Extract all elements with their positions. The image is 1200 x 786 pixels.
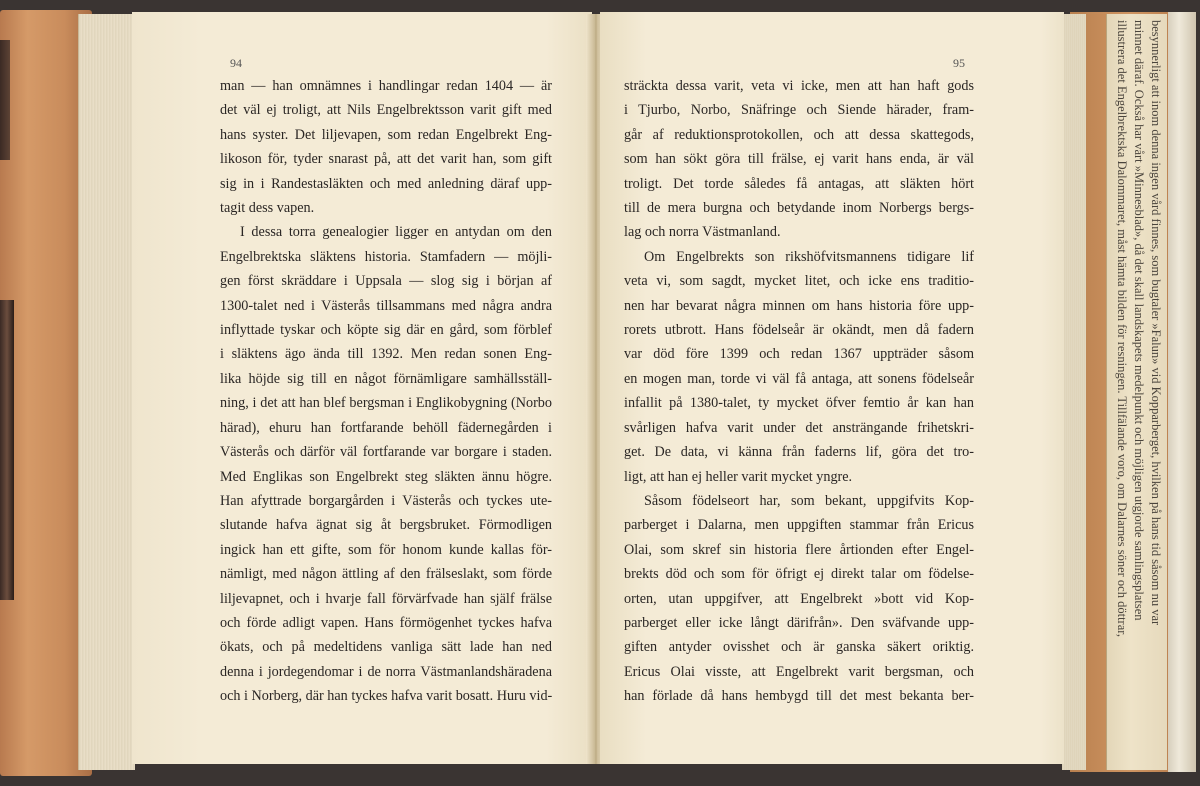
text-line: likoson för, tyder snarast på, att det varit han, som gift — [220, 151, 552, 168]
text-line: ökats, och på medeltidens vanliga sätt lade han ned — [220, 639, 552, 656]
left-page-text — [220, 74, 552, 709]
text-line: brekts död och som för öfrigt ej direkt talar om födelse- — [624, 566, 974, 583]
text-line: och förde adligt vapen. Hans förmögenhet tyckes hafva — [220, 614, 552, 631]
text-line: orten, utan uppgifver, att Engelbrekt »bott vid Kop- — [624, 590, 974, 607]
cover-edge-right — [1168, 12, 1196, 772]
slip-line: besynnerligt att inom denna ingen vård finnes, som bugtaler »Falun» vid Kopparberget, hvilken på hans tid såsom nu var — [1149, 20, 1163, 626]
text-line: hans syster. Det liljevapen, som redan Engelbrekt Eng- — [220, 126, 552, 143]
text-line: I dessa torra genealogier ligger en antydan om den — [240, 224, 552, 241]
text-line: parberget eller icke långt därifrån». Den sväfvande upp- — [624, 614, 974, 631]
page-edges-left — [78, 14, 135, 770]
page-edges-right — [1062, 14, 1086, 770]
leather-spine-bottom — [0, 300, 14, 600]
text-line: rorets utbrott. Hans födelseår är okändt, men då fadern — [624, 322, 974, 339]
text-line: ligt, att han ej heller varit mycket yngre. — [624, 468, 853, 485]
text-line: i Tjurbo, Norbo, Snäfringe och Siende härader, fram- — [624, 102, 974, 119]
text-line: Engelbrektska släktens historia. Stamfadern — möjli- — [220, 248, 552, 265]
text-line: liljevapnet, och i hvarje fall förvärfvade han själf frälse — [220, 590, 552, 607]
text-line: Han afyttrade borgargården i Västerås och tyckes ute- — [220, 492, 552, 509]
right-page-text — [624, 74, 974, 709]
text-line: sig in i Randestasläkten och med anledning däraf upp- — [220, 175, 552, 192]
text-line: ingick han ett gifte, som för honom kunde kallas för- — [220, 541, 552, 558]
text-line: man — han omnämnes i handlingar redan 1404 — är — [220, 78, 552, 94]
text-line: parberget i Dalarna, men uppgiften stammar från Ericus — [624, 517, 974, 534]
text-line: går af reduktionsprotokollen, och att dessa skattegods, — [624, 126, 974, 143]
text-line: lag och norra Västmanland. — [624, 224, 781, 241]
text-line: Västerås och därför väl fortfarande var borgare i staden. — [220, 444, 552, 461]
text-line: härad), ehuru han fortfarande behöll fädernegården i — [220, 419, 552, 436]
leather-spine-top — [0, 40, 10, 160]
text-line: som han sökt göra till frälse, ej varit hans enda, är väl — [624, 151, 974, 168]
text-line: ning, i det att han blef bergsman i Englikobygning (Norbo — [220, 395, 552, 412]
text-line: slutande hafva ägnat sig åt bergsbruket. Förmodligen — [220, 517, 552, 534]
text-line: inflyttade tyskar och köpte sig där en gård, som förblef — [220, 322, 552, 339]
text-line: Med Englikas son Engelbrekt steg släkten ännu högre. — [220, 468, 552, 485]
left-page — [132, 12, 592, 764]
page-number-left: 94 — [230, 56, 242, 70]
text-line: Om Engelbrekts son rikshöfvitsmannens tidigare lif — [644, 248, 974, 265]
text-line: giften antyder ovisshet och är ganska säkert oriktig. — [624, 639, 974, 656]
text-line: till de mera burgna och betydande inom Norbergs bergs- — [624, 200, 974, 217]
text-line: lika höjde sig till en något förnämligare samhällsställ- — [220, 370, 552, 387]
slip-line: illustrera det Engelbrektska Dalommaret, måst hämta bilden för resningen. Tillfälande voro, om Dalarnes söner och döttrar, — [1115, 20, 1129, 638]
text-line: nen har bevarat några minnen om hans historia före upp- — [624, 297, 974, 314]
text-line: han förlade då hans hembygd till det mest bekanta ber- — [624, 688, 974, 705]
text-line: Olai, som skref sin historia flere årtionden efter Engel- — [624, 541, 974, 558]
slip-line: minnet däraf. Också har vårt »Minnesblad», då det skall landskapets medelpunkt och möjligen utgjorde samlingsplatsen — [1132, 20, 1146, 621]
text-line: 1300-talet ned i Västerås tillsammans med några andra — [220, 297, 552, 314]
text-line: svårligen hafva varit under det ansträngande frihetskri- — [624, 419, 974, 436]
text-line: Ericus Olai visste, att Engelbrekt varit bergsman, och — [624, 663, 974, 680]
page-number-right: 95 — [953, 56, 965, 70]
text-line: Såsom födelseort har, som bekant, uppgifvits Kop- — [644, 492, 974, 509]
right-page — [600, 12, 1064, 764]
text-line: gen först skräddare i Uppsala — slog sig i början af — [220, 273, 552, 290]
text-line: det väl ej troligt, att Nils Engelbrektsson varit gift med — [220, 102, 552, 119]
text-line: var död före 1399 och redan 1367 uppträder såsom — [624, 346, 974, 363]
text-line: i släktens ägo ända till 1392. Men redan sonen Eng- — [220, 346, 552, 363]
text-line: nämligt, med någon ättling af den frälseslakt, som förde — [220, 566, 552, 583]
text-line: sträckta dessa varit, veta vi icke, men att han haft gods — [624, 78, 974, 94]
text-line: infallit på 1380-talet, ty mycket öfver femtio år kan han — [624, 395, 974, 412]
text-line: veta vi, som sagdt, mycket litet, och icke ens traditio- — [624, 273, 974, 290]
text-line: tagit dess vapen. — [220, 200, 315, 217]
text-line: en mogen man, torde vi väl få antaga, att sonens födelseår — [624, 370, 974, 387]
inserted-slip-text — [1108, 20, 1164, 760]
text-line: och i Norberg, där han tyckes hafva varit bosatt. Huru vid- — [220, 688, 552, 705]
text-line: troligt. Det torde således få antagas, att släkten hört — [624, 175, 974, 192]
text-line: denna i jordegendomar i de norra Västmanlandshäradena — [220, 663, 552, 680]
text-line: get. De data, vi känna från faderns lif, göra det tro- — [624, 444, 974, 461]
